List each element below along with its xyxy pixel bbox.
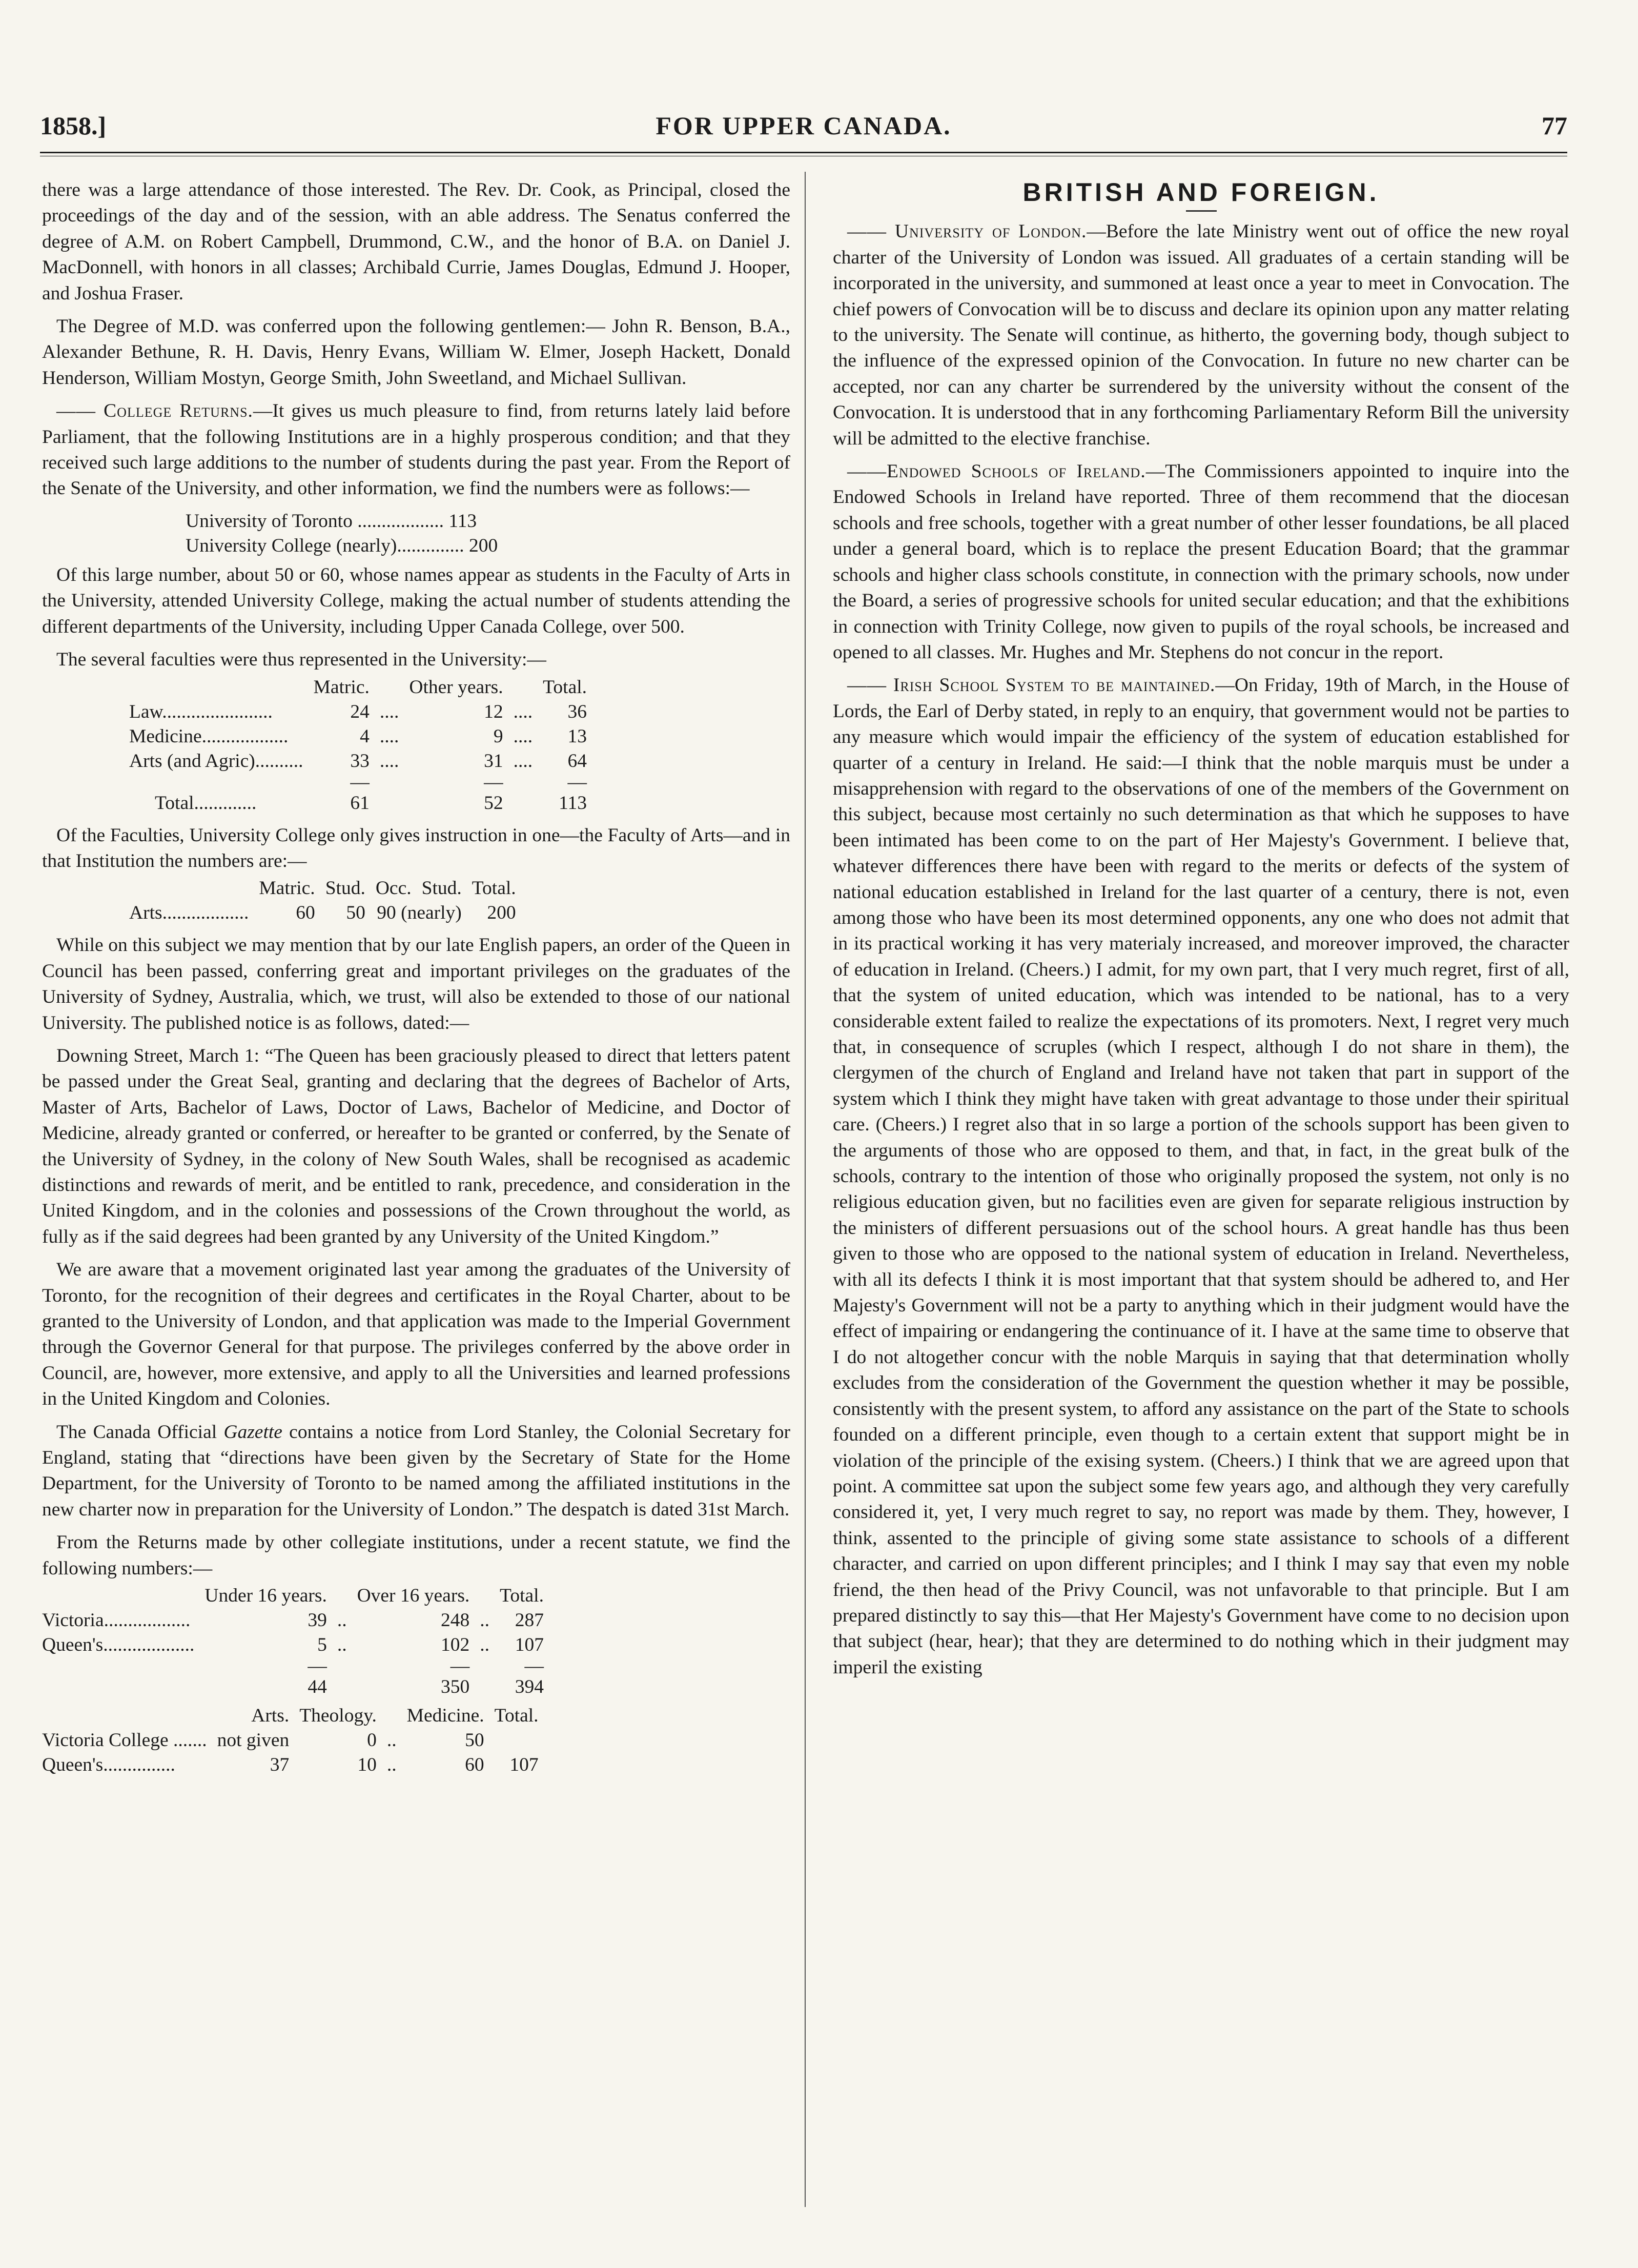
section-title: BRITISH AND FOREIGN. xyxy=(1022,178,1380,207)
paragraph: there was a large attendance of those interested. The Rev. Dr. Cook, as Principal, closed the proceedings of the day and of the session, with an able address. The Senatus conferred the degree of A.M. on Robert Campbell, Drummond, C.W., and the honor of B.A. on Daniel J. MacDonnell, with honors in all classes; Archibald Currie, James Douglas, Edmund J. Hooper, and Joshua Fraser. xyxy=(42,179,790,304)
table-rule-row: — — — xyxy=(308,1655,544,1677)
table-row: Queen's............... 37 10 .. 60 107 xyxy=(42,1754,539,1776)
faculty-breakdown-table xyxy=(37,1704,544,1777)
table-row: Victoria College ....... not given 0 .. 50 xyxy=(42,1730,484,1751)
column-header: Total. xyxy=(543,676,587,698)
page-number: 77 xyxy=(1542,111,1567,140)
article xyxy=(833,219,1569,452)
table-row: Medicine.................. 4 .... 9 .... 13 xyxy=(129,725,587,747)
table-total-row: Total............. 61 52 113 xyxy=(155,792,587,814)
table-header-row: Under 16 years. Over 16 years. Total. xyxy=(204,1585,544,1607)
faculty-table xyxy=(124,675,592,816)
paragraph: While on this subject we may mention that by our late English papers, an order of the Queen in Council has been passed, conferring great and important privileges on the graduates of the University of Sydney, Australia, which, we trust, will also be extended to those of our national University. The published notice is as follows, dated:— xyxy=(42,935,790,1034)
section-rule xyxy=(1186,210,1217,212)
running-header xyxy=(40,103,1567,149)
arts-table xyxy=(124,876,521,925)
table-row: Law....................... 24 .... 12 .... 36 xyxy=(129,701,587,722)
table-row: Queen's................... 5 .. 102 .. 107 xyxy=(42,1634,544,1656)
paragraph: We are aware that a movement originated last year among the graduates of the University of Toronto, for the recognition of their degrees and certificates in the Royal Charter, about to be granted to the University of London, and that application was made to the Imperial Government through the Governor General for that purpose. The privileges conferred by the above order in Council, are, however, more extensive, and apply to all the Universities and learned professions in the United Kingdom and Colonies. xyxy=(42,1259,790,1410)
paragraph: Of this large number, about 50 or 60, whose names appear as students in the Faculty of Arts in the University, attended University College, making the actual number of students attending the different departments of the University, including Upper Canada College, over 500. xyxy=(42,564,790,637)
table-total-row: 44 350 394 xyxy=(308,1676,544,1698)
column-header: Matric. xyxy=(313,676,370,698)
header-title: FOR UPPER CANADA. xyxy=(656,111,952,140)
paragraph: From the Returns made by other collegiate institutions, under a recent statute, we find the following numbers:— xyxy=(42,1532,790,1579)
table-header-row xyxy=(124,675,592,700)
table-row: Victoria.................. 39 .. 248 .. 287 xyxy=(42,1610,544,1631)
list-item: University College (nearly).............. 200 xyxy=(186,535,498,556)
header-rule xyxy=(40,152,1567,153)
header-year: 1858.] xyxy=(40,111,107,140)
gazette-title: Gazette xyxy=(223,1421,282,1443)
article-heading: —— College Returns. xyxy=(56,400,253,422)
article-heading: —— University of London. xyxy=(847,221,1087,242)
paragraph: The Degree of M.D. was conferred upon the following gentlemen:— John R. Benson, B.A., Alexander Bethune, R. H. Davis, Henry Evans, William W. Elmer, Joseph Hackett, Donald Henderson, William Mostyn, George Smith, John Sweetland, and Michael Sullivan. xyxy=(42,316,790,389)
paragraph xyxy=(42,398,790,502)
quotation-paragraph: Downing Street, March 1: “The Queen has been graciously pleased to direct that letters patent be passed under the Great Seal, granting and declaring that the degrees of Bachelor of Arts, Master of Arts, Bachelor of Laws, Doctor of Laws, Bachelor of Medicine, and Doctor of Medicine, already granted or conferred, or hereafter to be granted or conferred, by the Senate of the University of Sydney, in the colony of New South Wales, shall be recognised as academic distinctions and rewards of merit, and be entitled to rank, precedence, and consideration in the United Kingdom, and in the colonies and possessions of the Crown throughout the world, as fully as if the said degrees had been granted by any University of the United Kingdom.” xyxy=(42,1045,790,1247)
article-heading: ——Endowed Schools of Ireland. xyxy=(847,461,1146,482)
table-header-row: Arts. Theology. Medicine. Total. xyxy=(251,1705,539,1727)
article-text: —It gives us much pleasure to find, from returns lately laid before Parliament, that the following Institutions are in a highly prosperous condition; and that they received such large additions to the number of students during the past year. From the Report of the Senate of the University, and other information, we find the numbers were as follows:— xyxy=(42,400,790,499)
article-text: —On Friday, 19th of March, in the House of Lords, the Earl of Derby stated, in reply to an enquiry, that government would not be parties to any measure which would impair the efficiency of the system of education established for quarter of a century in Ireland. He said:—I think that the noble marquis must be under a misapprehension with regard to the observations of one of the members of the Government on this subject, because most certainly no such determination as that which he supposes to have been intimated has been come to on the part of Her Majesty's Government. I believe that, whatever differences there have been with regard to the merits or defects of the system of national education established in Ireland for the last quarter of a century, there is not, even among those who have been its most determined opponents, any one who does not admit that in its practical working it has very materialy increased, and moreover improved, the character of education in Ireland. (Cheers.) I admit, for my own part, that I very much regret, first of all, that the system of united education, which was intended to be national, has to a very considerable extent failed to realize the expectations of its promoters. Next, I regret very much that, in consequence of scruples (which I respect, although I do not share in them), the clergymen of the church of England and Ireland have not taken that part in support of the system which I think they might have taken with great advantage to those under their spiritual care. (Cheers.) I regret also that in so large a portion of the schools support has been given to the arguments of those who are opposed to them, and that, in fact, in the great bulk of the schools, contrary to the intention of those who originally proposed the system, not only is no religious education given, but no facilities even are given for separate religious instruction by the ministers of different persuasions out of the school hours. A great handle has thus been given to those who are opposed to the national system of education in Ireland. Nevertheless, with all its defects I think it is most important that that system should be adhered to, and Her Majesty's Government will not be a party to anything which in their judgment would have the effect of impairing or endangering the continuance of it. I have at the same time to observe that I do not altogether concur with the noble Marquis in saying that that determination wholly excludes from the consideration of the Government the question whether it may be possible, consistently with the present system, to afford any assistance on the part of the State to schools founded on a different principle, even though to a certain extent that support might be in violation of the principle of the exising system. (Cheers.) I think that we are agreed upon that point. A committee sat upon the subject some few years ago, and although they very carefully considered it, yet, I very much regret to say, no report was made by them. They, however, I think, assented to the principle of giving some state assistance to schools of a different character, and carried on upon different principles; and I think I may say that even my noble friend, the then head of the Privy Council, was not unfavorable to that principle. But I am prepared distinctly to say this—that Her Majesty's Government have come to no decision upon that subject (hear, hear); that they are determined to do nothing which in their judgment may imperil the existing xyxy=(833,675,1569,1678)
article xyxy=(833,459,1569,665)
right-column xyxy=(833,177,1569,1688)
article xyxy=(833,673,1569,1680)
article-heading: —— Irish School System to be maintained. xyxy=(847,675,1216,696)
table-row: Arts.................. 60 50 90 (nearly) 200 xyxy=(129,902,516,924)
article-text: —Before the late Ministry went out of office the new royal charter of the University of London was issued. All graduates of a certain standing will be incorporated in the university, and summoned at least once a year to meet in Convocation. The chief powers of Convocation will be to discuss and declare its opinion upon any matter relating to the university. The Senate will continue, as hitherto, the governing body, though subject to the influence of the expressed opinion of the Convocation. In future no new charter can be accepted, nor can any charter be surrendered by the university without the consent of the Convocation. It is understood that in any forthcoming Parliamentary Reform Bill the university will be admitted to the elective franchise. xyxy=(833,221,1569,449)
age-table xyxy=(37,1584,549,1699)
column-header: Other years. xyxy=(409,676,503,698)
list-item: University of Toronto .................. 113 xyxy=(186,510,477,532)
university-list xyxy=(42,509,790,558)
table-header-row: Matric. Stud. Occ. Stud. Total. xyxy=(259,878,516,899)
left-column xyxy=(42,177,790,1785)
paragraph: Of the Faculties, University College only gives instruction in one—the Faculty of Arts—and in that Institution the numbers are:— xyxy=(42,824,790,872)
paragraph: The Canada Official Gazette contains a notice from Lord Stanley, the Colonial Secretary for England, stating that “directions have been given by the Secretary of State for the Home Department, for the University of Toronto to be named among the affiliated institutions in the new charter now in preparation for the University of London.” The despatch is dated 31st March. xyxy=(42,1421,790,1520)
table-rule-row: — — — xyxy=(350,771,587,793)
paragraph: The several faculties were thus represented in the University:— xyxy=(56,649,546,671)
column-divider xyxy=(805,172,806,2207)
article-text: —The Commissioners appointed to inquire into the Endowed Schools in Ireland have reported. Three of them recommend that the diocesan schools and free schools, together with a great number of other lesser foundations, be all placed under a general board, which is to replace the present Education Board; that the grammar schools and higher class schools constitute, in connection with the primary schools, now under the Board, a series of progressive schools for united secular education; and that the exhibitions in connection with Trinity College, now given to pupils of the royal schools, be increased and opened to all classes. Mr. Hughes and Mr. Stephens do not concur in the report. xyxy=(833,461,1569,663)
table-row: Arts (and Agric).......... 33 .... 31 .... 64 xyxy=(129,750,587,772)
